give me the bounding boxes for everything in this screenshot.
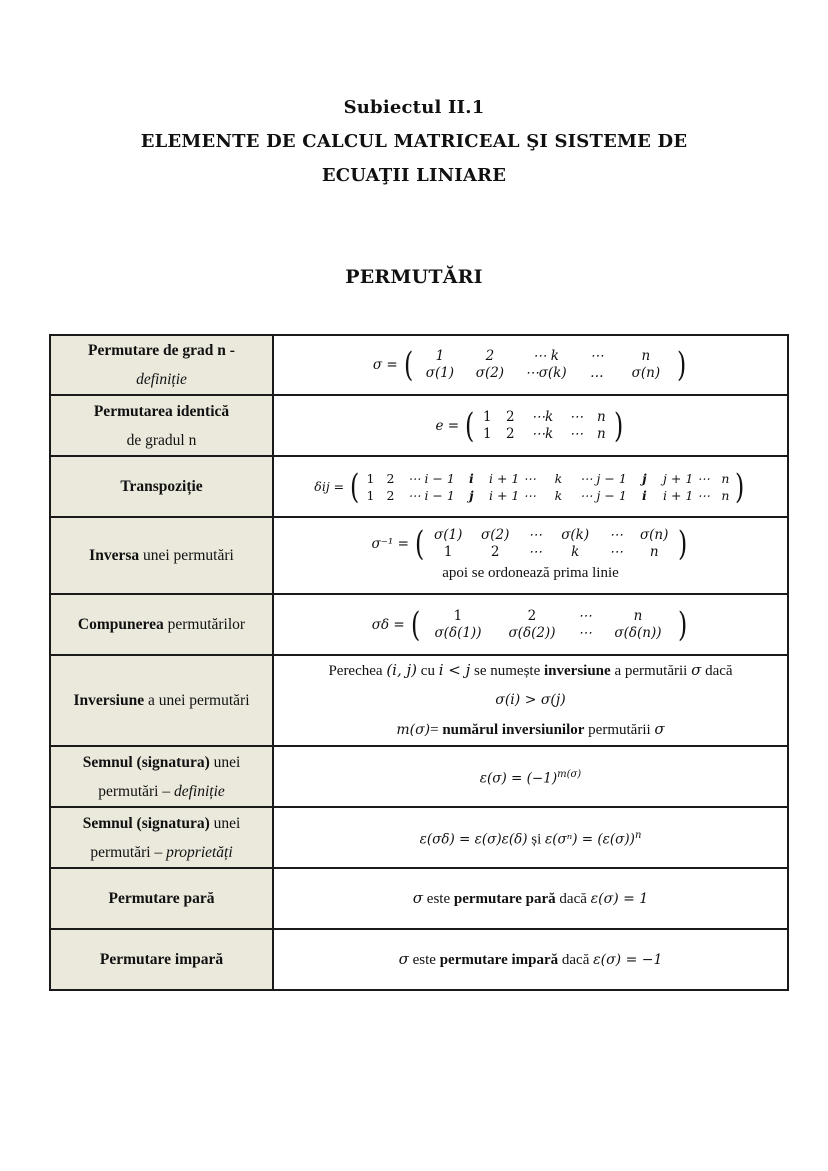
sign-power-formula: ε(σⁿ) = (ε(σ)) xyxy=(545,831,635,848)
matrix-cell: ⋯ xyxy=(609,526,623,543)
matrix-cell: n xyxy=(633,607,643,624)
formula-lhs: σ = xyxy=(372,357,398,373)
label-text: Permutare pară xyxy=(108,890,215,907)
label-text: permutări – xyxy=(90,843,167,861)
matrix-cell: σ(n) xyxy=(639,526,669,543)
subject-title: Subiectul II.1 xyxy=(343,97,485,118)
label-text: Inversiune xyxy=(73,692,145,709)
label-text: proprietăți xyxy=(166,843,233,861)
formula-lhs: σ⁻¹ = xyxy=(371,535,409,552)
label-text: Compunerea xyxy=(77,616,164,633)
two-line-matrix xyxy=(415,348,675,382)
matrix-cell: 2 xyxy=(386,470,395,486)
row-formula: σ este permutare pară dacă ε(σ) = 1 xyxy=(273,868,788,929)
matrix-cell: j xyxy=(469,487,474,503)
matrix-cell: ⋯ i − 1 xyxy=(407,487,455,503)
two-line-matrix xyxy=(476,409,612,443)
matrix-cell: ⋯ k xyxy=(532,348,559,364)
matrix-cell: i + 1 ⋯ xyxy=(662,487,710,503)
label-text: permutări – xyxy=(98,782,174,800)
matrix-cell: σ(δ(n)) xyxy=(614,624,662,641)
matrix-cell: ⋯ xyxy=(590,348,604,364)
row-formula: e = ( 1 2 ⋯k ⋯ n 1 2 ⋯k ⋯ n ) xyxy=(273,395,788,456)
section-title: PERMUTĂRI xyxy=(345,266,483,288)
matrix-cell: 1 xyxy=(453,607,463,624)
chapter-title-line-1: ELEMENTE DE CALCUL MATRICEAL ŞI SISTEME DE xyxy=(140,131,688,152)
matrix-cell: i xyxy=(642,487,647,503)
matrix-cell: ⋯ xyxy=(528,526,542,543)
matrix-cell: n xyxy=(596,425,606,442)
matrix-cell: ⋯ xyxy=(528,543,542,560)
matrix-cell: n xyxy=(596,408,606,425)
formula-lhs: σδ = xyxy=(371,616,405,633)
matrix-cell: i + 1 ⋯ xyxy=(488,470,536,486)
matrix-cell: ⋯ xyxy=(569,408,584,425)
formula-exponent: m(σ) xyxy=(557,768,582,780)
row-formula xyxy=(273,655,788,746)
row-label xyxy=(50,594,273,655)
matrix-cell: 2 xyxy=(386,487,395,503)
table-row xyxy=(50,807,788,868)
formula-exponent: n xyxy=(634,829,642,841)
chapter-title-line-2: ECUAŢII LINIARE xyxy=(321,165,507,186)
row-label xyxy=(50,746,273,807)
matrix-cell: σ(k) xyxy=(561,526,590,543)
inversion-count-line: m(σ)= numărul inversiunilor permutării σ xyxy=(396,720,665,738)
matrix-cell: 1 xyxy=(435,348,445,364)
matrix-cell: ⋯k xyxy=(531,408,554,425)
label-text: Transpoziție xyxy=(120,478,203,495)
two-line-matrix xyxy=(422,608,676,642)
matrix-cell: 1 xyxy=(366,470,375,486)
matrix-cell: ⋯ xyxy=(578,607,592,624)
row-formula: σ este permutare impară dacă ε(σ) = −1 xyxy=(273,929,788,990)
matrix-cell: σ(2) xyxy=(475,365,505,381)
inversion-definition-line-1: Perechea (i, j) cu i < j se numește inversiune a permutării σ dacă xyxy=(328,661,733,679)
table-row xyxy=(50,395,788,456)
matrix-cell: j xyxy=(642,470,647,486)
matrix-cell: 1 xyxy=(483,425,492,442)
matrix-cell: ⋯k xyxy=(531,425,554,442)
matrix-cell: 2 xyxy=(527,607,537,624)
row-formula: σ = ( 1 2 ⋯ k ⋯ n σ(1) σ(2) ⋯σ(k) … σ(n) ) xyxy=(273,335,788,395)
matrix-cell: 1 xyxy=(366,487,375,503)
label-text: Inversa xyxy=(89,547,140,564)
two-line-matrix xyxy=(361,470,733,504)
matrix-cell: ⋯ xyxy=(609,543,623,560)
label-text: de gradul n xyxy=(126,431,197,449)
row-label xyxy=(50,517,273,594)
row-formula: σ⁻¹ = ( σ(1) σ(2) ⋯ σ(k) ⋯ σ(n) 1 2 ⋯ k ⋯ n ) apoi se ordonează prima linie xyxy=(273,517,788,594)
label-text: unei xyxy=(209,753,241,771)
matrix-cell: 1 xyxy=(443,543,453,560)
row-label xyxy=(50,655,273,746)
matrix-cell: ⋯ j − 1 xyxy=(580,487,627,503)
sign-definition-formula: ε(σ) = (−1) xyxy=(479,770,558,787)
matrix-cell: i + 1 ⋯ xyxy=(488,487,536,503)
label-text: Semnul (signatura) xyxy=(82,814,210,832)
row-label xyxy=(50,335,273,395)
row-formula: δij = ( 1 2 ⋯ i − 1 i i + 1 ⋯ k ⋯ j − 1 j j + 1 ⋯ n 1 2 ⋯ i − 1 j i + 1 ⋯ k ⋯ j − 1 i i + 1 ⋯ n ) xyxy=(273,456,788,517)
matrix-cell: ⋯ i − 1 xyxy=(407,470,455,486)
label-text: unei xyxy=(209,814,241,832)
formula-lhs: δij = xyxy=(314,478,345,494)
label-text: unei permutări xyxy=(139,547,234,564)
formula-lhs: e = xyxy=(435,417,460,434)
matrix-cell: n xyxy=(721,487,730,503)
table-row xyxy=(50,868,788,929)
table-row xyxy=(50,655,788,746)
matrix-cell: ⋯σ(k) xyxy=(525,365,567,381)
row-formula xyxy=(273,746,788,807)
label-text: Permutarea identică xyxy=(93,402,230,420)
matrix-cell: n xyxy=(649,543,659,560)
matrix-cell: n xyxy=(721,470,730,486)
permutations-table xyxy=(49,334,789,991)
matrix-cell: 2 xyxy=(506,425,515,442)
matrix-cell: σ(δ(1)) xyxy=(434,624,482,641)
matrix-cell: … xyxy=(590,365,604,381)
row-label xyxy=(50,395,273,456)
matrix-cell: 2 xyxy=(485,348,495,364)
matrix-cell: 2 xyxy=(506,408,515,425)
matrix-cell: σ(n) xyxy=(631,365,661,381)
matrix-cell: i xyxy=(469,470,474,486)
label-text: permutărilor xyxy=(163,616,246,633)
table-row xyxy=(50,335,788,395)
matrix-cell: σ(δ(2)) xyxy=(508,624,556,641)
table-row xyxy=(50,594,788,655)
matrix-cell: σ(2) xyxy=(481,526,510,543)
table-row xyxy=(50,456,788,517)
matrix-cell: 2 xyxy=(490,543,500,560)
label-text: definiție xyxy=(136,371,187,388)
matrix-cell: j + 1 ⋯ xyxy=(663,470,710,486)
matrix-cell: ⋯ j − 1 xyxy=(580,470,627,486)
label-text: a unei permutări xyxy=(144,692,250,709)
label-text: Semnul (signatura) xyxy=(82,753,210,771)
row-label xyxy=(50,807,273,868)
label-text: Permutare de grad n - xyxy=(88,342,235,359)
row-label xyxy=(50,929,273,990)
row-label xyxy=(50,456,273,517)
matrix-cell: σ(1) xyxy=(425,365,455,381)
connector-text: și xyxy=(527,831,546,848)
matrix-cell: k xyxy=(571,543,580,560)
row-label xyxy=(50,868,273,929)
row-formula xyxy=(273,807,788,868)
matrix-cell: n xyxy=(641,348,651,364)
reorder-note: apoi se ordonează prima linie xyxy=(442,564,619,581)
sign-property-formula: ε(σδ) = ε(σ)ε(δ) xyxy=(419,831,528,848)
inversion-condition: σ(i) > σ(j) xyxy=(495,692,566,708)
row-formula: σδ = ( 1 2 ⋯ n σ(δ(1)) σ(δ(2)) ⋯ σ(δ(n)) ) xyxy=(273,594,788,655)
matrix-cell: k xyxy=(554,470,563,486)
matrix-cell: ⋯ xyxy=(578,624,592,641)
table-row xyxy=(50,929,788,990)
matrix-cell: ⋯ xyxy=(569,425,584,442)
matrix-cell: 1 xyxy=(483,408,492,425)
table-row xyxy=(50,746,788,807)
label-text: definiție xyxy=(173,782,225,800)
two-line-matrix xyxy=(426,527,676,561)
matrix-cell: σ(1) xyxy=(434,526,463,543)
label-text: Permutare impară xyxy=(99,951,224,968)
matrix-cell: k xyxy=(554,487,563,503)
table-row xyxy=(50,517,788,594)
